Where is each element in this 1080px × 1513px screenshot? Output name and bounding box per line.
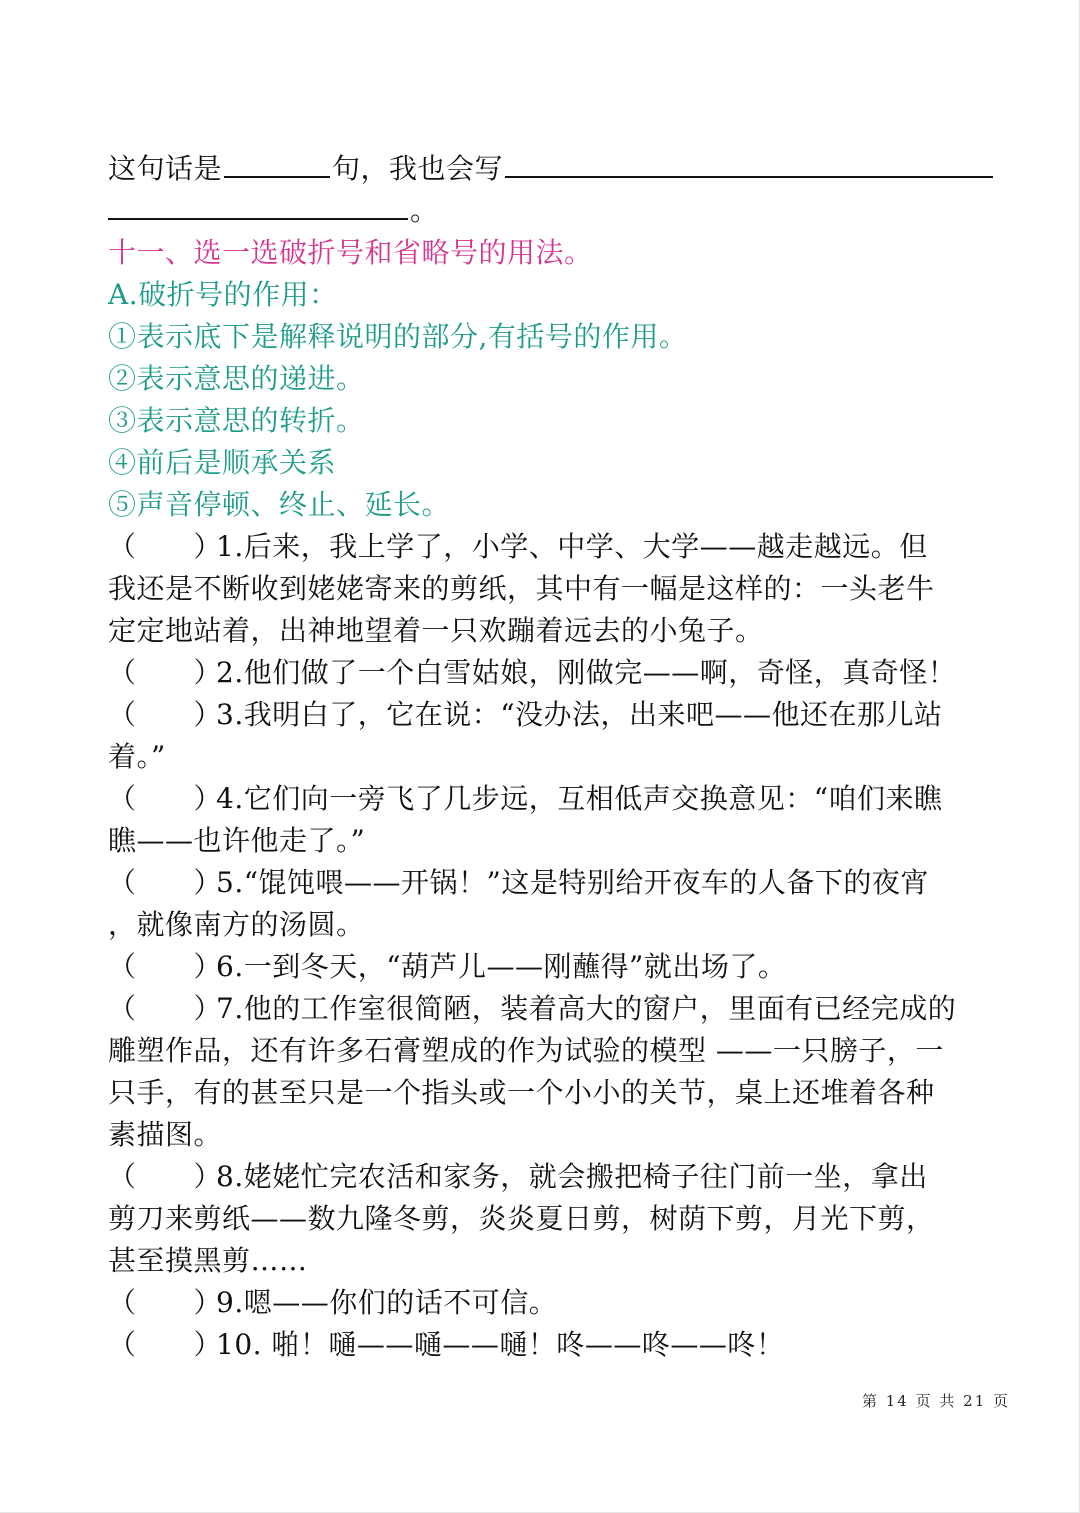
question-line-continued (108, 1240, 1018, 1282)
question-line-continued (108, 736, 1018, 778)
answer-parentheses[interactable]: （ ） (108, 950, 223, 983)
writing-blank-continued[interactable] (108, 190, 408, 220)
question-line (108, 1324, 1018, 1366)
answer-parentheses[interactable]: （ ） (108, 698, 223, 731)
fill-in-line (108, 148, 1018, 190)
question-text: 3.我明白了，它在说：“没办法，出来吧——他还在那儿站 (216, 698, 943, 731)
fill-text-2: 句，我也会写 (332, 152, 504, 185)
question-text: 8.姥姥忙完农活和家务，就会搬把椅子往门前一坐，拿出 (216, 1160, 928, 1193)
fill-text-1: 这句话是 (108, 152, 223, 185)
answer-blank[interactable] (224, 148, 330, 178)
question-text: ，就像南方的汤圆。 (108, 908, 365, 941)
section-title: 十一、选一选破折号和省略号的用法。 (108, 236, 593, 269)
answer-parentheses[interactable]: （ ） (108, 1328, 223, 1361)
answer-parentheses[interactable]: （ ） (108, 992, 223, 1025)
questions-list (108, 526, 1018, 1366)
section-subtitle: A.破折号的作用： (108, 278, 338, 311)
question-text: 素描图。 (108, 1118, 223, 1151)
question-line (108, 862, 1018, 904)
option-item: ①表示底下是解释说明的部分,有括号的作用。 (108, 320, 688, 353)
answer-parentheses[interactable]: （ ） (108, 782, 223, 815)
question-line-continued (108, 568, 1018, 610)
option-item: ⑤声音停顿、终止、延长。 (108, 488, 451, 521)
question-text: 甚至摸黑剪…… (108, 1244, 308, 1277)
fill-text-end: 。 (410, 194, 439, 227)
question-text: 7.他的工作室很简陋，装着高大的窗户，里面有已经完成的 (216, 992, 957, 1025)
question-line-continued (108, 904, 1018, 946)
question-text: 9.嗯——你们的话不可信。 (216, 1286, 558, 1319)
question-text: 1.后来，我上学了，小学、中学、大学——越走越远。但 (216, 530, 928, 563)
question-text: 5.“馄饨喂——开锅！”这是特别给开夜车的人备下的夜宵 (216, 866, 929, 899)
question-text: 剪刀来剪纸——数九隆冬剪，炎炎夏日剪，树荫下剪，月光下剪， (108, 1202, 935, 1235)
answer-parentheses[interactable]: （ ） (108, 1286, 223, 1319)
option-item: ④前后是顺承关系 (108, 446, 337, 479)
question-line-continued (108, 820, 1018, 862)
question-line (108, 1156, 1018, 1198)
question-text: 定定地站着，出神地望着一只欢蹦着远去的小兔子。 (108, 614, 764, 647)
question-text: 10. 啪！嗵——嗵——嗵！咚——咚——咚！ (216, 1328, 785, 1361)
writing-blank[interactable] (505, 148, 993, 178)
page-content (108, 148, 1018, 1366)
question-text: 只手，有的甚至只是一个指头或一个小小的关节，桌上还堆着各种 (108, 1076, 935, 1109)
option-item: ③表示意思的转折。 (108, 404, 365, 437)
question-text: 瞧——也许他走了。” (108, 824, 366, 857)
answer-parentheses[interactable]: （ ） (108, 656, 223, 689)
question-text: 6.一到冬天，“葫芦儿——刚蘸得”就出场了。 (216, 950, 787, 983)
question-line-continued (108, 610, 1018, 652)
question-line (108, 652, 1018, 694)
answer-parentheses[interactable]: （ ） (108, 866, 223, 899)
question-text: 我还是不断收到姥姥寄来的剪纸，其中有一幅是这样的：一头老牛 (108, 572, 935, 605)
question-line (108, 526, 1018, 568)
options-list (108, 316, 1018, 526)
question-line (108, 1282, 1018, 1324)
page-footer: 第 14 页 共 21 页 (862, 1392, 1011, 1410)
question-text: 着。” (108, 740, 166, 773)
answer-parentheses[interactable]: （ ） (108, 530, 223, 563)
option-item: ②表示意思的递进。 (108, 362, 365, 395)
question-line-continued (108, 1072, 1018, 1114)
question-text: 4.它们向一旁飞了几步远，互相低声交换意见：“咱们来瞧 (216, 782, 943, 815)
answer-parentheses[interactable]: （ ） (108, 1160, 223, 1193)
question-line-continued (108, 1030, 1018, 1072)
fill-in-line-continued (108, 190, 1018, 232)
question-line (108, 988, 1018, 1030)
question-line (108, 946, 1018, 988)
question-line-continued (108, 1114, 1018, 1156)
question-text: 雕塑作品，还有许多石膏塑成的作为试验的模型 ——一只膀子，一 (108, 1034, 944, 1067)
question-line (108, 694, 1018, 736)
question-text: 2.他们做了一个白雪姑娘，刚做完——啊，奇怪，真奇怪！ (216, 656, 957, 689)
question-line-continued (108, 1198, 1018, 1240)
question-line (108, 778, 1018, 820)
